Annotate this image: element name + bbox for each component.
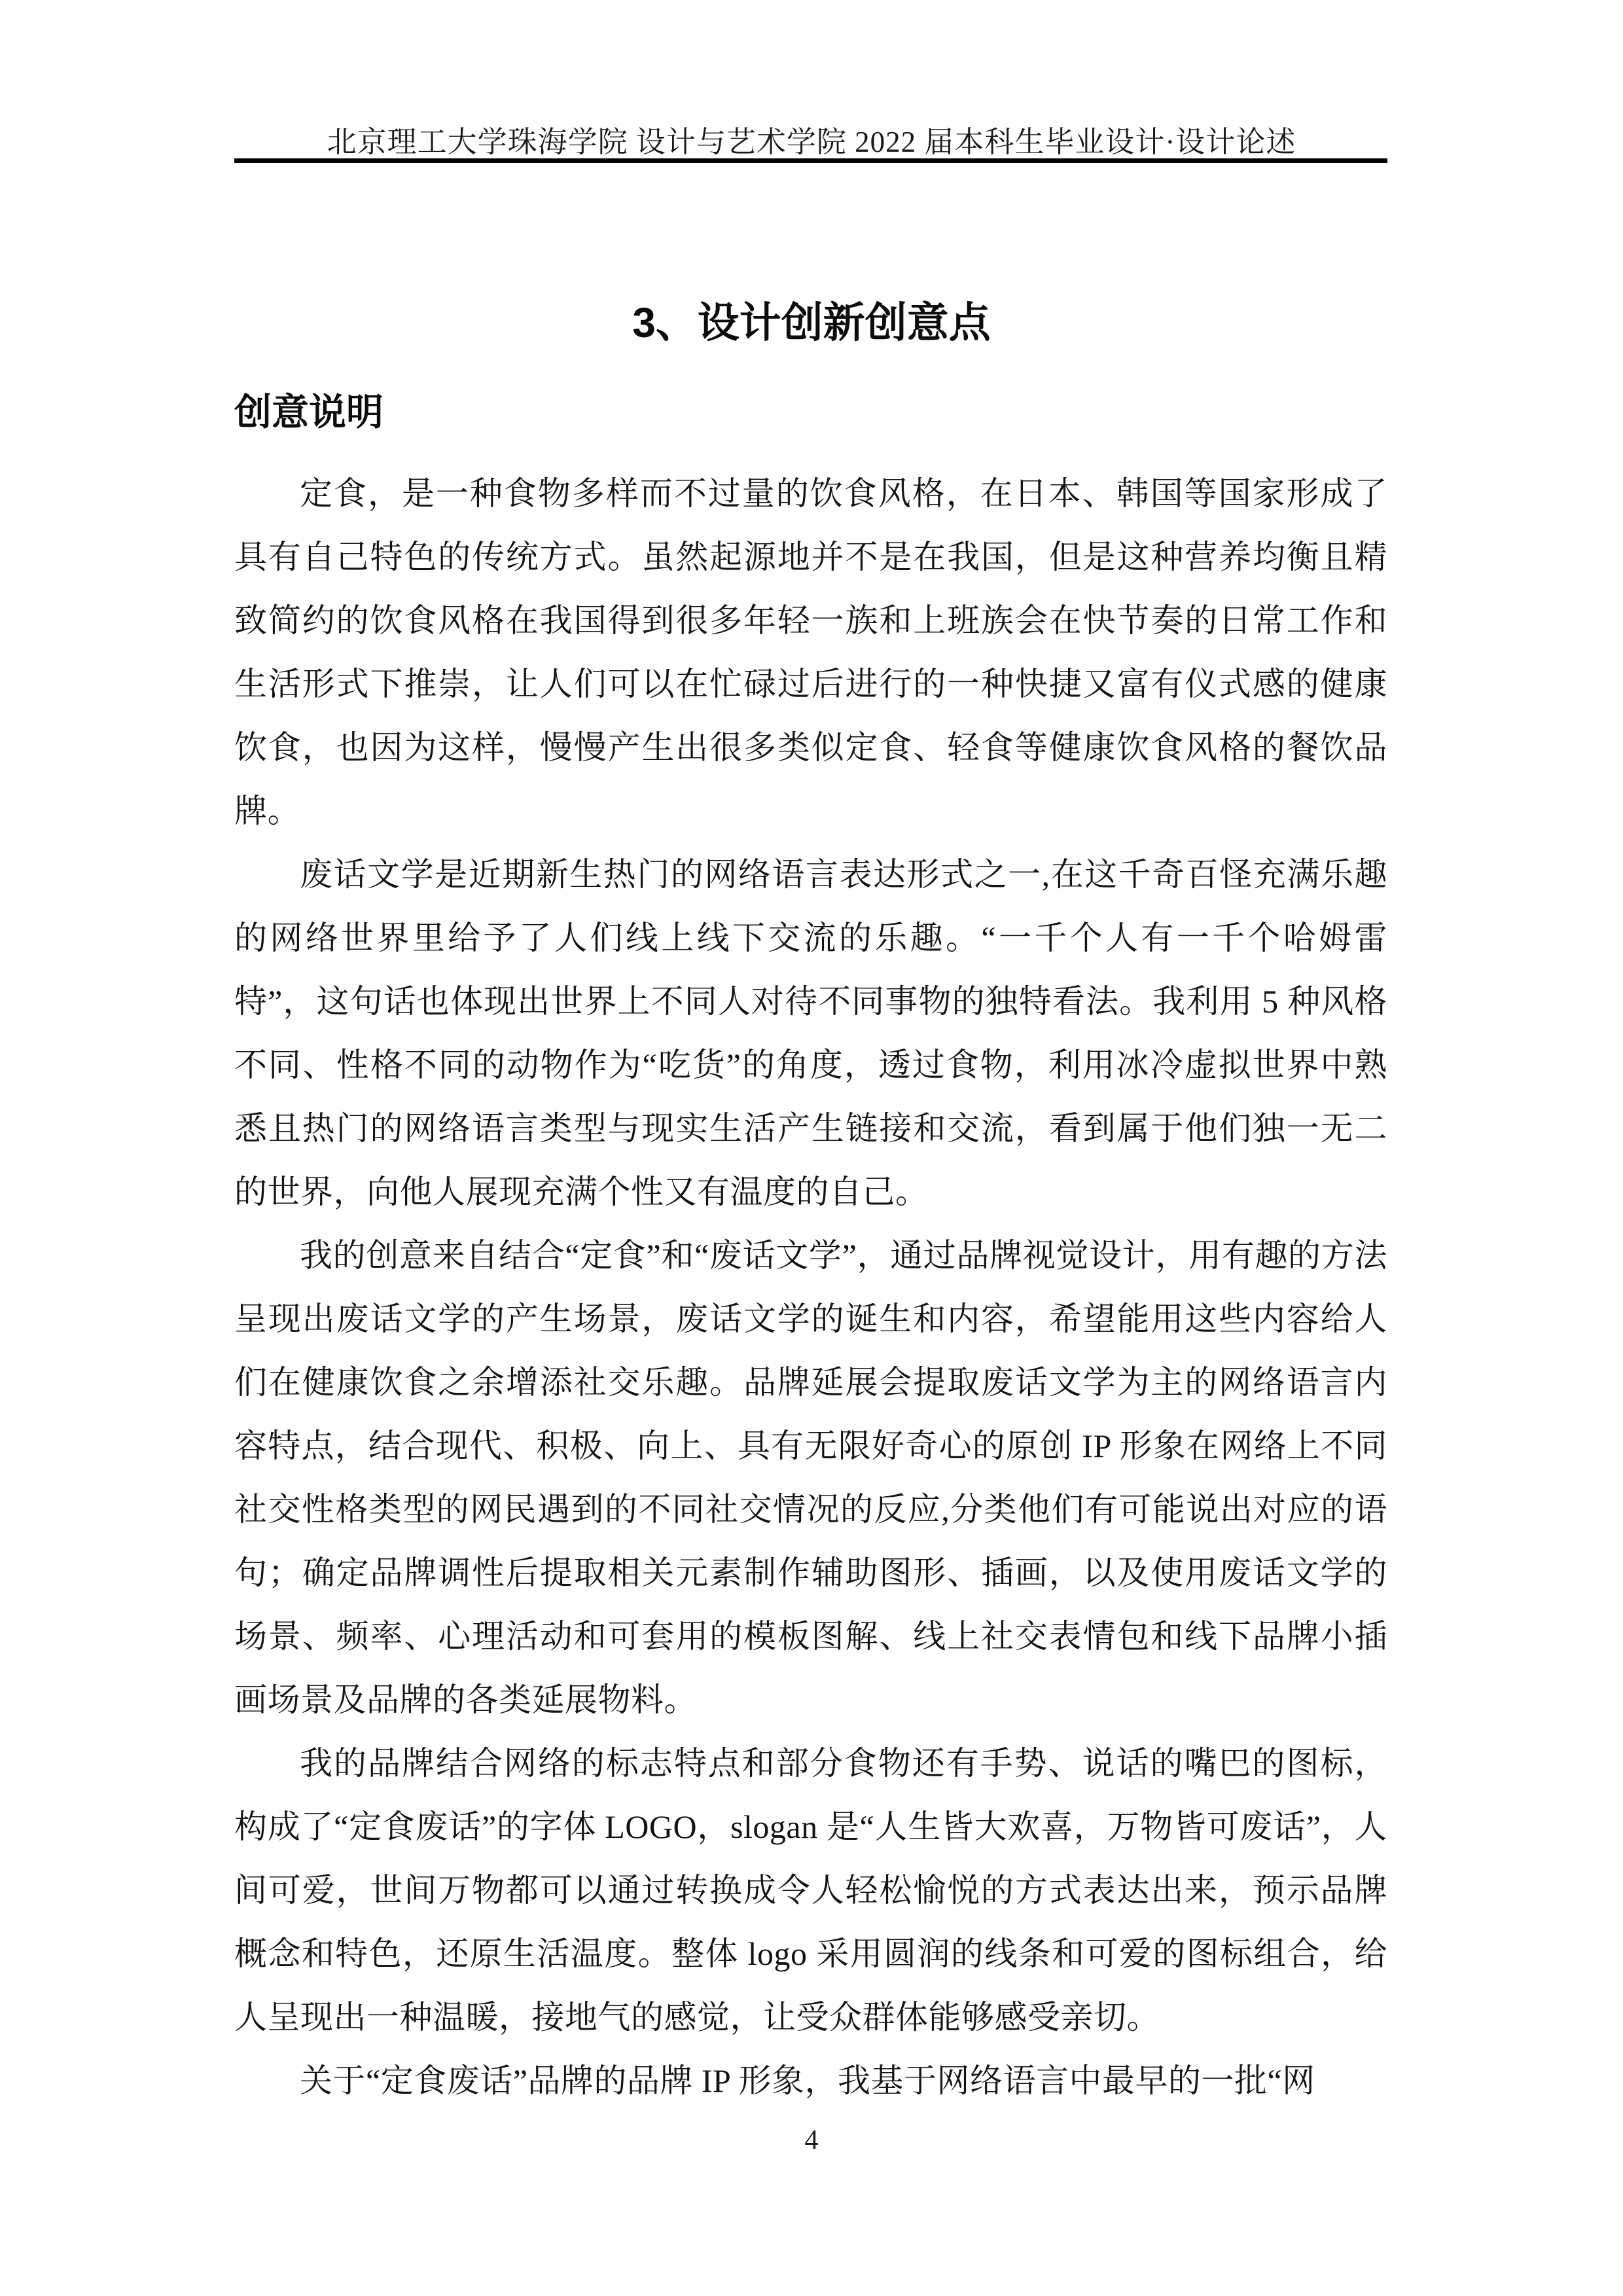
- paragraph-2: 废话文学是近期新生热门的网络语言表达形式之一,在这千奇百怪充满乐趣的网络世界里给予了人们线上线下交流的乐趣。“一千个人有一千个哈姆雷特”，这句话也体现出世界上不同人对待不同事物的独特看法。我利用 5 种风格不同、性格不同的动物作为“吃货”的角度，透过食物，利用冰冷虚拟世界中熟悉且热门的网络语言类型与现实生活产生链接和交流，看到属于他们独一无二的世界，向他人展现充满个性又有温度的自己。: [234, 856, 1387, 1210]
- paragraph-4: 我的品牌结合网络的标志特点和部分食物还有手势、说话的嘴巴的图标，构成了“定食废话”的字体 LOGO，slogan 是“人生皆大欢喜，万物皆可废话”，人间可爱，世间万物都可以通过转换成令人轻松愉悦的方式表达出来，预示品牌概念和特色，还原生活温度。整体 logo 采用圆润的线条和可爱的图标组合，给人呈现出一种温暖，接地气的感觉，让受众群体能够感受亲切。: [234, 1745, 1387, 2036]
- body-text: [234, 462, 1387, 2113]
- paragraph-3: 我的创意来自结合“定食”和“废话文学”，通过品牌视觉设计，用有趣的方法呈现出废话文学的产生场景，废话文学的诞生和内容，希望能用这些内容给人们在健康饮食之余增添社交乐趣。品牌延展会提取废话文学为主的网络语言内容特点，结合现代、积极、向上、具有无限好奇心的原创 IP 形象在网络上不同社交性格类型的网民遇到的不同社交情况的反应,分类他们有可能说出对应的语句；确定品牌调性后提取相关元素制作辅助图形、插画，以及使用废话文学的场景、频率、心理活动和可套用的模板图解、线上社交表情包和线下品牌小插画场景及品牌的各类延展物料。: [234, 1237, 1387, 1718]
- page-number: 4: [804, 2125, 819, 2155]
- running-header: 北京理工大学珠海学院 设计与艺术学院 2022 届本科生毕业设计·设计论述: [327, 126, 1296, 158]
- section-heading: 创意说明: [234, 391, 383, 433]
- header-rule: [234, 158, 1387, 163]
- paragraph-5: 关于“定食废话”品牌的品牌 IP 形象，我基于网络语言中最早的一批“网: [300, 2062, 1315, 2099]
- chapter-title: 3、设计创新创意点: [632, 299, 991, 346]
- paragraph-1: 定食，是一种食物多样而不过量的饮食风格，在日本、韩国等国家形成了具有自己特色的传统方式。虽然起源地并不是在我国，但是这种营养均衡且精致简约的饮食风格在我国得到很多年轻一族和上班族会在快节奏的日常工作和生活形式下推崇，让人们可以在忙碌过后进行的一种快捷又富有仪式感的健康饮食，也因为这样，慢慢产生出很多类似定食、轻食等健康饮食风格的餐饮品牌。: [234, 475, 1387, 829]
